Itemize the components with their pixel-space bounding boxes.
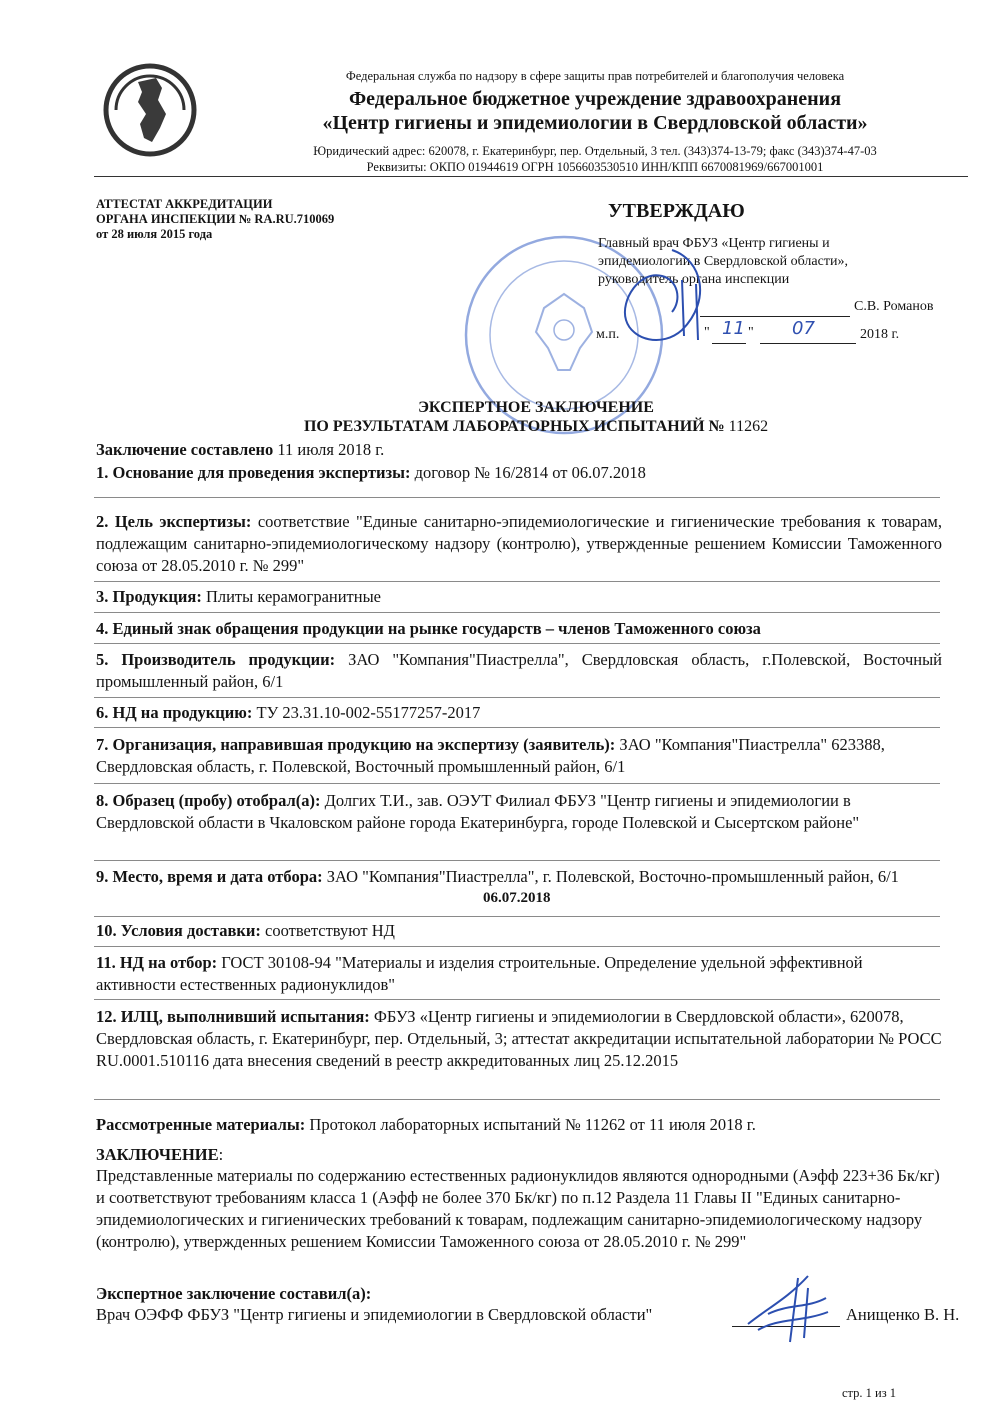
section-8-value: Долгих Т.И., зав. ОЭУТ Филиал ФБУЗ "Центр гигиены и эпидемиологии в Свердловской области в Чкаловском районе города Екатеринбурга, городе Полевской и Сысертском районе" <box>96 791 860 832</box>
section-7 <box>96 734 942 778</box>
section-10-value: соответствуют НД <box>265 921 395 940</box>
approval-position-line3: руководитель органа инспекции <box>598 272 790 287</box>
approval-signature <box>612 240 732 360</box>
section-7-label: 7. Организация, направившая продукцию на экспертизу (заявитель): <box>96 735 616 754</box>
org-requisites: Реквизиты: ОКПО 01944619 ОГРН 1056603530510 ИНН/КПП 6670081969/667001001 <box>366 160 824 174</box>
page-number: стр. 1 из 1 <box>842 1386 897 1400</box>
section-2-label: 2. Цель экспертизы: <box>96 512 252 531</box>
section-1-label: 1. Основание для проведения экспертизы: <box>96 463 411 482</box>
section-5 <box>96 649 942 693</box>
divider-7 <box>94 783 940 784</box>
divider-8 <box>94 860 940 861</box>
divider-4 <box>94 643 940 644</box>
section-2-value: соответствие "Единые санитарно-эпидемиологические и гигиенические требования к товарам, подлежащим санитарно-эпидемиологическому надзору (контролю), утвержденные решением Комиссии Таможенного союза от 28.05.2010 г. № 299" <box>96 512 942 575</box>
section-1 <box>96 462 942 484</box>
accreditation-line2: ОРГАНА ИНСПЕКЦИИ № RA.RU.710069 <box>96 212 335 226</box>
approval-day-line <box>712 343 746 344</box>
section-8-label: 8. Образец (пробу) отобрал(а): <box>96 791 321 810</box>
section-2 <box>96 511 942 577</box>
approval-title: УТВЕРЖДАЮ <box>608 200 745 222</box>
compiled-label: Заключение составлено <box>96 440 274 459</box>
header-divider <box>94 176 968 177</box>
section-6 <box>96 702 942 724</box>
section-9-date: 06.07.2018 <box>483 890 551 906</box>
reviewed-materials <box>96 1114 942 1136</box>
approval-position-line1: Главный врач ФБУЗ «Центр гигиены и <box>598 236 830 251</box>
section-9 <box>96 866 942 888</box>
compiled-date <box>96 440 384 460</box>
document-title-text: ПО РЕЗУЛЬТАТАМ ЛАБОРАТОРНЫХ ИСПЫТАНИЙ № <box>303 418 725 435</box>
conclusion-text: Представленные материалы по содержанию естественных радионуклидов являются однородными (Аэфф 223+36 Бк/кг) и соответствуют требованиям класса 1 (Аэфф не более 370 Бк/кг) по п.12 Раздела 11 Главы II "Единых санитарно-эпидемиологических и гигиенических требований к товарам, подлежащим санитарно-эпидемиологическому надзору (контролю), утвержденных решением Комиссии Таможенного союза от 28.05.2010 г. № 299" <box>96 1166 940 1251</box>
section-11 <box>96 952 942 996</box>
section-10-label: 10. Условия доставки: <box>96 921 261 940</box>
conclusion-heading-colon: : <box>218 1145 224 1164</box>
section-6-label: 6. НД на продукцию: <box>96 703 253 722</box>
divider-1 <box>94 497 940 498</box>
agency-name: Федеральная служба по надзору в сфере защиты прав потребителей и благополучия человека <box>345 69 845 83</box>
accreditation-line1: АТТЕСТАТ АККРЕДИТАЦИИ <box>96 197 273 211</box>
org-name-line1: Федеральное бюджетное учреждение здравоохранения <box>348 88 842 110</box>
expert-position: Врач ОЭФФ ФБУЗ "Центр гигиены и эпидемиологии в Свердловской области" <box>96 1305 653 1324</box>
section-5-value: ЗАО "Компания"Пиастрелла", Свердловская область, г.Полевской, Восточный промышленный район, 6/1 <box>96 650 943 691</box>
expert-signature <box>738 1268 838 1348</box>
approval-signer-name: С.В. Романов <box>854 299 934 314</box>
approval-position-line2: эпидемиологии в Свердловской области», <box>598 254 848 269</box>
section-11-value: ГОСТ 30108-94 "Материалы и изделия строительные. Определение удельной эффективной активности естественных радионуклидов" <box>96 953 863 994</box>
expert-name: Анищенко В. Н. <box>846 1305 960 1324</box>
document-number: 11262 <box>728 418 769 435</box>
org-name-line2: «Центр гигиены и эпидемиологии в Свердловской области» <box>322 112 868 134</box>
approval-month-line <box>760 343 856 344</box>
org-address: Юридический адрес: 620078, г. Екатеринбург, пер. Отдельный, 3 тел. (343)374-13-79; факс (343)374-47-03 <box>313 144 877 158</box>
document-title-line2 <box>96 418 976 436</box>
section-7-value: ЗАО "Компания"Пиастрелла" 623388, Свердловская область, г. Полевской, Восточный промышленный район, 6/1 <box>96 735 885 776</box>
divider-12 <box>94 1099 940 1100</box>
section-10 <box>96 920 942 942</box>
section-9-label: 9. Место, время и дата отбора: <box>96 867 323 886</box>
reviewed-materials-value: Протокол лабораторных испытаний № 11262 от 11 июля 2018 г. <box>309 1115 756 1134</box>
approval-month: 07 <box>792 318 815 339</box>
divider-10 <box>94 946 940 947</box>
section-4-label: 4. Единый знак обращения продукции на рынке государств – членов Таможенного союза <box>96 619 761 638</box>
conclusion-heading-text: ЗАКЛЮЧЕНИЕ <box>96 1145 219 1164</box>
divider-9 <box>94 916 940 917</box>
date-quote-close: " <box>748 325 754 340</box>
approval-day: 11 <box>722 318 745 339</box>
divider-5 <box>94 697 940 698</box>
conclusion-heading <box>96 1144 942 1166</box>
date-quote-open: " <box>704 325 710 340</box>
organization-logo <box>100 58 200 162</box>
divider-2 <box>94 581 940 582</box>
section-12-value: ФБУЗ «Центр гигиены и эпидемиологии в Свердловской области», 620078, Свердловская область, г. Екатеринбург, пер. Отдельный, 3; аттестат аккредитации испытательной лаборатории № РОСС RU.0001.510116 дата внесения сведений в реестр аккредитованных лиц 25.12.2015 <box>96 1007 942 1070</box>
section-11-label: 11. НД на отбор: <box>96 953 218 972</box>
section-3-label: 3. Продукция: <box>96 587 202 606</box>
section-12-label: 12. ИЛЦ, выполнивший испытания: <box>96 1007 370 1026</box>
section-3 <box>96 586 942 608</box>
divider-11 <box>94 999 940 1000</box>
section-1-value: договор № 16/2814 от 06.07.2018 <box>414 463 646 482</box>
divider-6 <box>94 727 940 728</box>
accreditation-line3: от 28 июля 2015 года <box>96 227 213 241</box>
stamp-place-label: м.п. <box>596 327 620 342</box>
section-4 <box>96 618 942 640</box>
section-9-value: ЗАО "Компания"Пиастрелла", г. Полевской, Восточно-промышленный район, 6/1 <box>326 867 899 886</box>
approval-year: 2018 г. <box>860 327 900 342</box>
section-6-value: ТУ 23.31.10-002-55177257-2017 <box>256 703 481 722</box>
reviewed-materials-label: Рассмотренные материалы: <box>96 1115 306 1134</box>
document-title-line1: ЭКСПЕРТНОЕ ЗАКЛЮЧЕНИЕ <box>418 399 654 416</box>
divider-3 <box>94 612 940 613</box>
section-12 <box>96 1006 942 1072</box>
section-8 <box>96 790 942 834</box>
section-5-label: 5. Производитель продукции: <box>96 650 336 669</box>
compiled-value: 11 июля 2018 г. <box>277 440 385 459</box>
expert-label-text: Экспертное заключение составил(а): <box>96 1284 372 1303</box>
section-3-value: Плиты керамогранитные <box>205 587 381 606</box>
